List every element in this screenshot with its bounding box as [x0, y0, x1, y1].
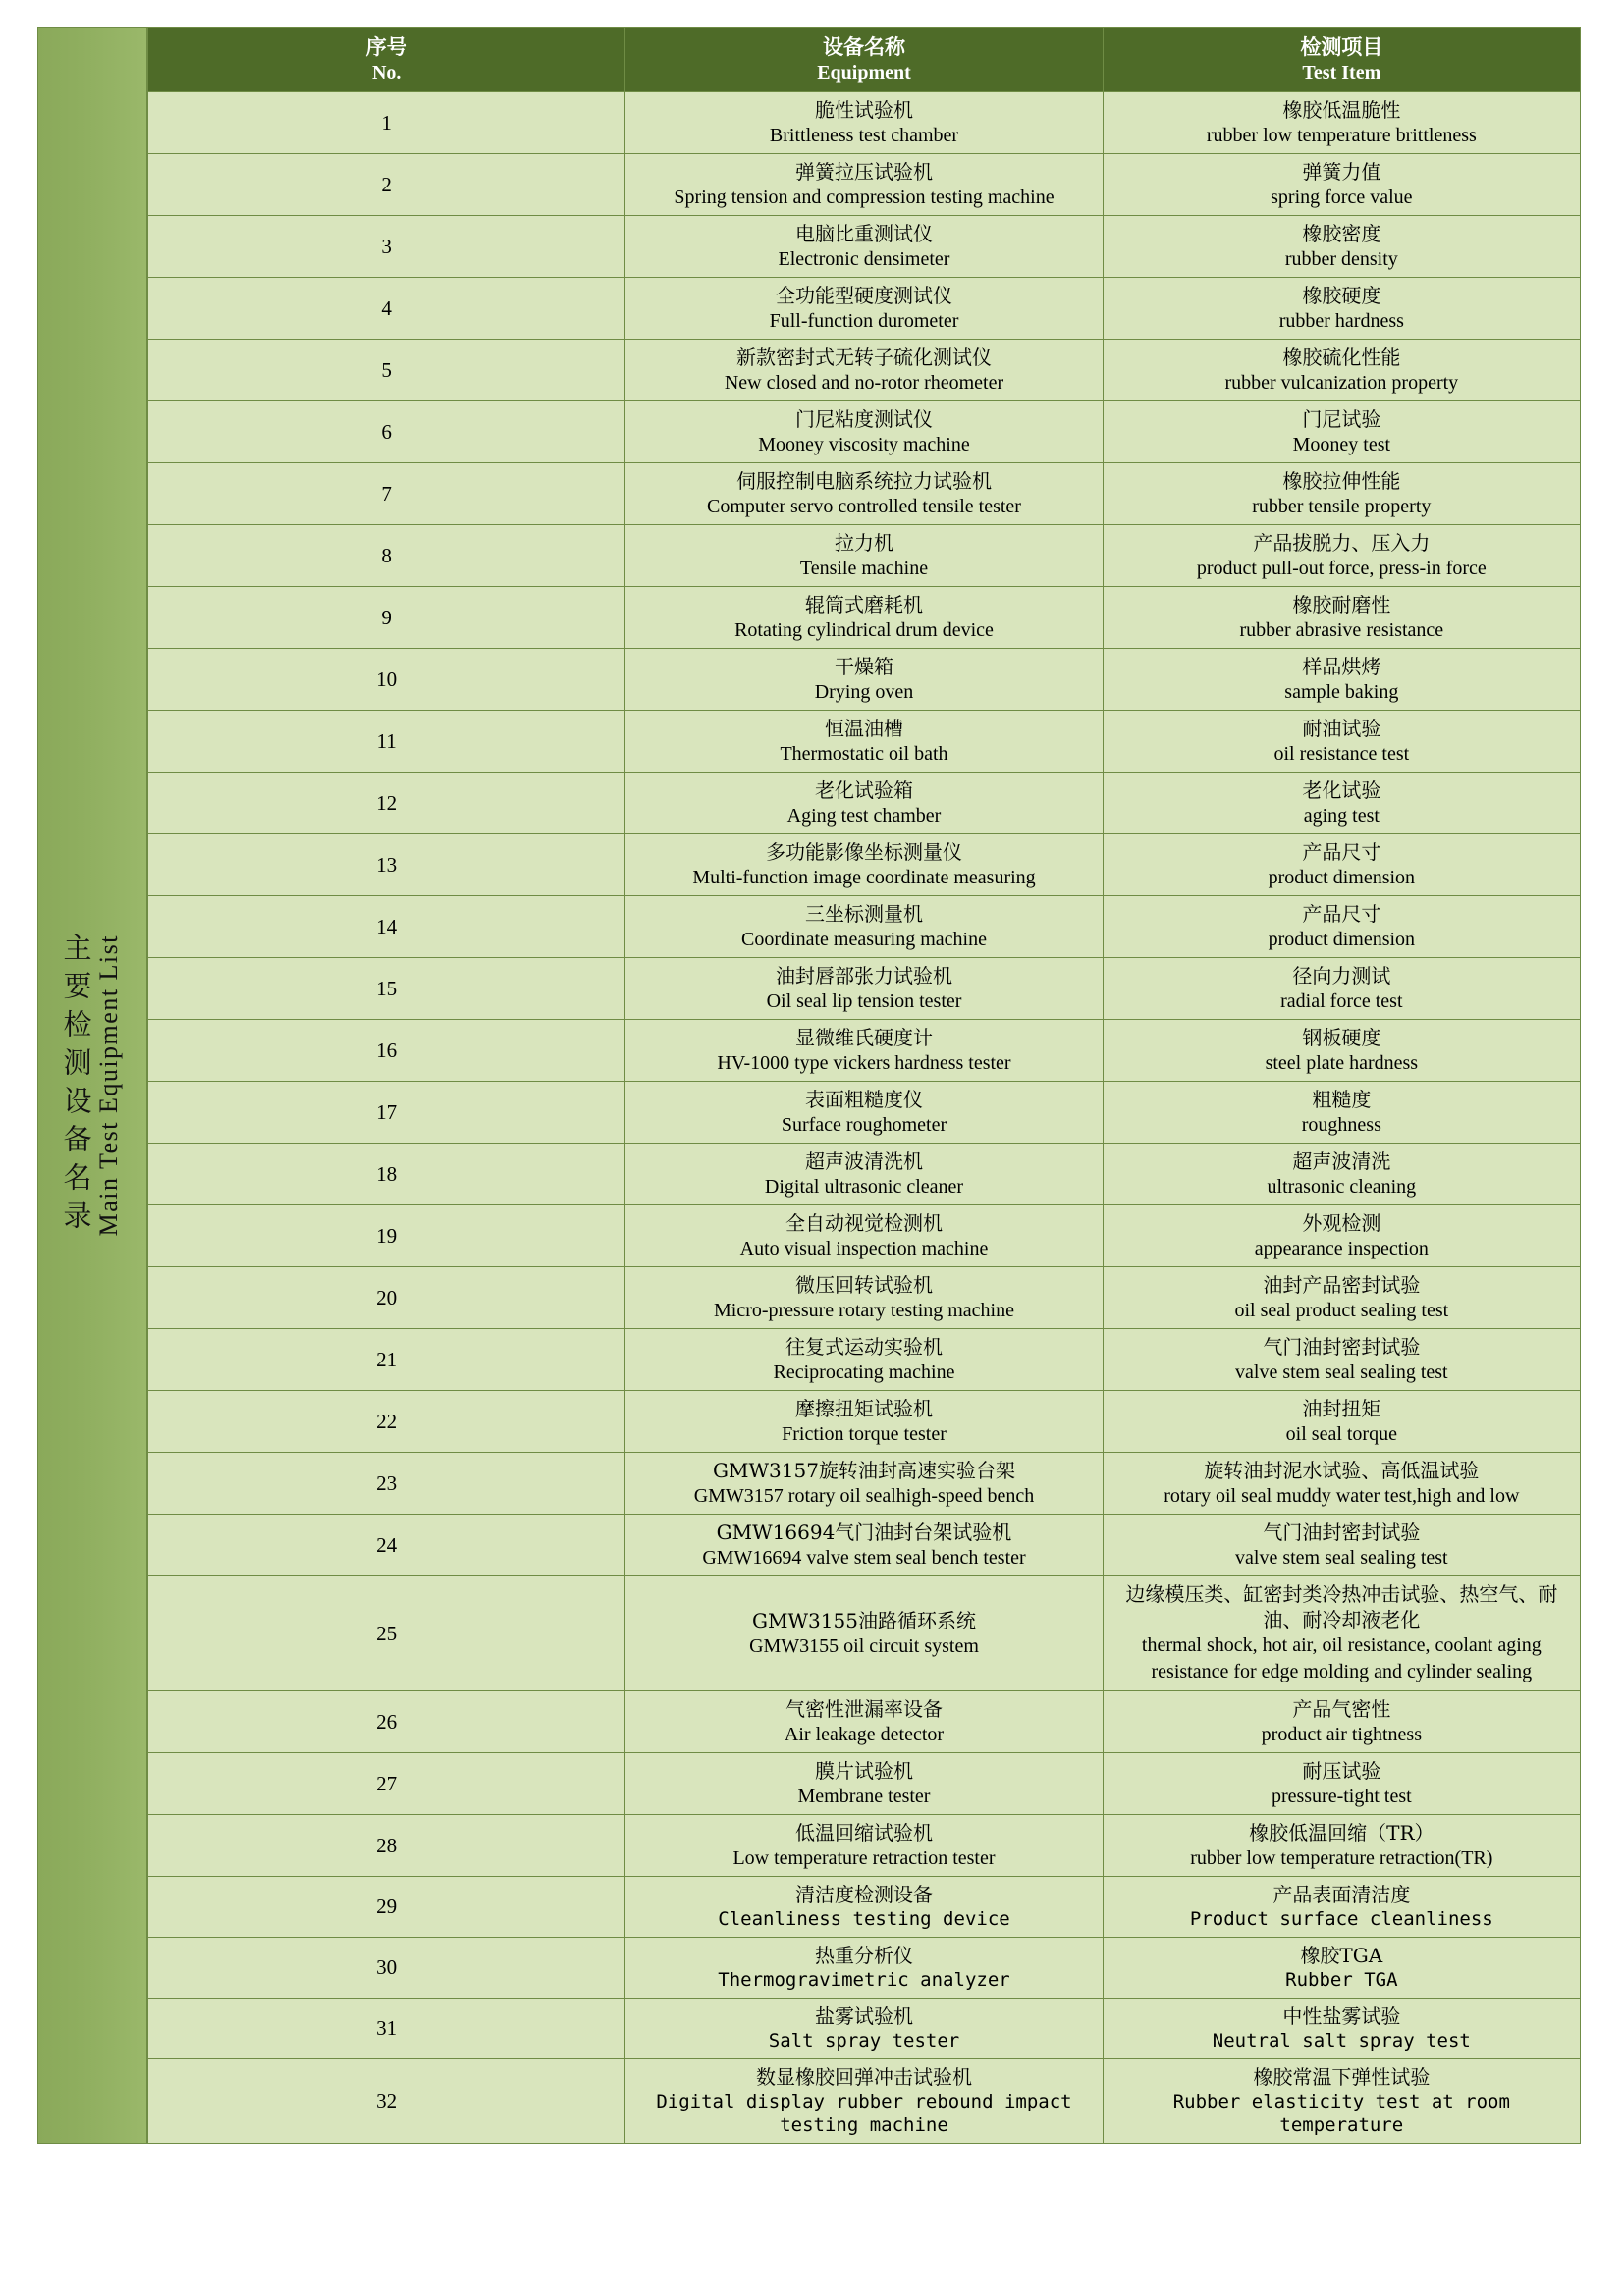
equipment-name-cn: 盐雾试验机 — [814, 2003, 913, 2028]
equipment-name-cn: GMW16694气门油封台架试验机 — [716, 1521, 1012, 1545]
cell-equipment — [625, 154, 1103, 216]
cell-test-item — [1103, 1144, 1580, 1205]
test-item-en: rubber density — [1284, 248, 1398, 271]
cell-equipment — [625, 711, 1103, 773]
cell-no: 8 — [148, 525, 625, 587]
test-item-en: rubber abrasive resistance — [1239, 619, 1444, 642]
test-item-cn: 旋转油封泥水试验、高低温试验 — [1204, 1459, 1480, 1483]
equipment-name-cn: 三坐标测量机 — [804, 902, 923, 927]
equipment-name-en: Tensile machine — [799, 558, 929, 580]
table-row — [148, 1998, 1581, 2058]
cell-no: 18 — [148, 1144, 625, 1205]
test-item-en: thermal shock, hot air, oil resistance, coolant aging resistance for edge molding and cylinder sealing — [1141, 1634, 1542, 1683]
cell-equipment — [625, 1391, 1103, 1453]
test-item-cn: 橡胶耐磨性 — [1292, 593, 1391, 617]
equipment-name-en: Electronic densimeter — [778, 248, 950, 271]
cell-no: 22 — [148, 1391, 625, 1453]
table-row — [148, 1267, 1581, 1329]
cell-test-item — [1103, 587, 1580, 649]
test-item-cn: 产品气密性 — [1292, 1697, 1391, 1722]
table-row — [148, 340, 1581, 401]
test-item-cn: 橡胶常温下弹性试验 — [1253, 2064, 1431, 2089]
test-item-en: Mooney test — [1292, 434, 1391, 456]
equipment-name-cn: 新款密封式无转子硫化测试仪 — [735, 346, 992, 370]
table-row — [148, 958, 1581, 1020]
table-row — [148, 463, 1581, 525]
cell-test-item — [1103, 463, 1580, 525]
test-item-en: product air tightness — [1261, 1724, 1422, 1746]
test-item-cn: 耐压试验 — [1302, 1759, 1381, 1784]
cell-no: 20 — [148, 1267, 625, 1329]
cell-equipment — [625, 401, 1103, 463]
equipment-name-cn: GMW3157旋转油封高速实验台架 — [713, 1459, 1015, 1483]
table-row — [148, 216, 1581, 278]
test-item-en: Neutral salt spray test — [1212, 2029, 1471, 2052]
table-row — [148, 834, 1581, 896]
equipment-name-en: Reciprocating machine — [773, 1362, 955, 1384]
cell-no: 28 — [148, 1815, 625, 1877]
cell-no: 17 — [148, 1082, 625, 1144]
cell-test-item — [1103, 896, 1580, 958]
cell-no: 24 — [148, 1515, 625, 1576]
test-item-en: rubber vulcanization property — [1224, 372, 1459, 395]
cell-equipment — [625, 463, 1103, 525]
equipment-name-en: Multi-function image coordinate measuring — [692, 867, 1036, 889]
equipment-name-en: New closed and no-rotor rheometer — [724, 372, 1004, 395]
test-item-en: product pull-out force, press-in force — [1196, 558, 1487, 580]
table-row — [148, 896, 1581, 958]
equipment-name-en: GMW3155 oil circuit system — [749, 1634, 979, 1657]
test-item-en: product dimension — [1268, 867, 1416, 889]
column-header-equipment-cn: 设备名称 — [822, 34, 905, 59]
equipment-table — [147, 27, 1581, 2144]
equipment-name-cn: 门尼粘度测试仪 — [794, 407, 933, 432]
equipment-name-en: Rotating cylindrical drum device — [734, 619, 994, 642]
test-item-cn: 橡胶低温脆性 — [1282, 98, 1401, 123]
equipment-name-en: Aging test chamber — [786, 805, 942, 828]
table-row — [148, 525, 1581, 587]
test-item-cn: 气门油封密封试验 — [1263, 1521, 1421, 1545]
equipment-name-en: Spring tension and compression testing machine — [674, 187, 1055, 209]
test-item-cn: 超声波清洗 — [1292, 1149, 1391, 1174]
test-item-cn: 油封产品密封试验 — [1263, 1273, 1421, 1298]
table-row — [148, 1329, 1581, 1391]
equipment-name-cn: 恒温油槽 — [824, 717, 903, 741]
test-item-cn: 橡胶密度 — [1302, 222, 1381, 246]
test-item-cn: 径向力测试 — [1292, 964, 1391, 988]
cell-equipment — [625, 1453, 1103, 1515]
test-item-en: rubber hardness — [1278, 310, 1404, 333]
cell-no: 14 — [148, 896, 625, 958]
table-row — [148, 401, 1581, 463]
cell-equipment — [625, 1267, 1103, 1329]
table-row — [148, 154, 1581, 216]
cell-equipment — [625, 1753, 1103, 1815]
cell-no: 5 — [148, 340, 625, 401]
test-item-cn: 气门油封密封试验 — [1263, 1335, 1421, 1360]
table-row — [148, 711, 1581, 773]
equipment-name-cn: 油封唇部张力试验机 — [775, 964, 952, 988]
cell-equipment — [625, 1205, 1103, 1267]
cell-equipment — [625, 1020, 1103, 1082]
equipment-name-cn: 全自动视觉检测机 — [785, 1211, 943, 1236]
table-row — [148, 92, 1581, 154]
cell-test-item — [1103, 525, 1580, 587]
table-row — [148, 1144, 1581, 1205]
test-item-cn: 橡胶硬度 — [1302, 284, 1381, 308]
test-item-cn: 门尼试验 — [1302, 407, 1381, 432]
vertical-title-band — [37, 27, 147, 2144]
table-row — [148, 1082, 1581, 1144]
equipment-name-cn: 热重分析仪 — [814, 1944, 913, 1968]
column-header-equipment — [625, 28, 1103, 92]
test-item-en: spring force value — [1271, 187, 1413, 209]
equipment-name-cn: 清洁度检测设备 — [794, 1883, 933, 1907]
cell-test-item — [1103, 958, 1580, 1020]
equipment-name-cn: 气密性泄漏率设备 — [785, 1697, 943, 1722]
cell-test-item — [1103, 773, 1580, 834]
cell-equipment — [625, 525, 1103, 587]
test-item-cn: 老化试验 — [1302, 778, 1381, 803]
cell-test-item — [1103, 340, 1580, 401]
table-row — [148, 1020, 1581, 1082]
equipment-name-cn: 微压回转试验机 — [794, 1273, 933, 1298]
equipment-name-cn: 干燥箱 — [834, 655, 893, 679]
table-header-row — [148, 28, 1581, 92]
cell-test-item — [1103, 1453, 1580, 1515]
table-row — [148, 1453, 1581, 1515]
cell-test-item — [1103, 1082, 1580, 1144]
equipment-name-en: Membrane tester — [797, 1786, 931, 1808]
cell-test-item — [1103, 1020, 1580, 1082]
cell-equipment — [625, 2058, 1103, 2143]
cell-test-item — [1103, 278, 1580, 340]
equipment-name-en: Thermostatic oil bath — [780, 743, 948, 766]
document-body — [37, 27, 1581, 2144]
cell-no: 10 — [148, 649, 625, 711]
table-head — [148, 28, 1581, 92]
test-item-cn: 橡胶拉伸性能 — [1282, 469, 1401, 494]
cell-test-item — [1103, 2058, 1580, 2143]
cell-test-item — [1103, 1753, 1580, 1815]
table-row — [148, 1938, 1581, 1999]
equipment-name-en: Thermogravimetric analyzer — [718, 1969, 1010, 1992]
cell-equipment — [625, 1877, 1103, 1938]
cell-no: 4 — [148, 278, 625, 340]
column-header-equipment-en: Equipment — [817, 61, 911, 83]
equipment-name-en: Brittleness test chamber — [769, 125, 959, 147]
table-row — [148, 587, 1581, 649]
test-item-cn: 橡胶TGA — [1300, 1944, 1383, 1968]
test-item-en: product dimension — [1268, 929, 1416, 951]
cell-equipment — [625, 1691, 1103, 1753]
cell-equipment — [625, 1815, 1103, 1877]
cell-no: 25 — [148, 1576, 625, 1691]
equipment-name-cn: 老化试验箱 — [814, 778, 913, 803]
equipment-name-cn: GMW3155油路循环系统 — [752, 1608, 976, 1632]
cell-no: 19 — [148, 1205, 625, 1267]
cell-test-item — [1103, 1815, 1580, 1877]
column-header-test-item-cn: 检测项目 — [1300, 34, 1383, 59]
table-row — [148, 1815, 1581, 1877]
equipment-name-cn: 低温回缩试验机 — [794, 1821, 933, 1845]
equipment-name-en: Full-function durometer — [769, 310, 959, 333]
test-item-en: Rubber TGA — [1285, 1969, 1398, 1992]
equipment-name-cn: 膜片试验机 — [814, 1759, 913, 1784]
equipment-name-cn: 超声波清洗机 — [804, 1149, 923, 1174]
equipment-name-en: Salt spray tester — [768, 2029, 960, 2052]
cell-no: 3 — [148, 216, 625, 278]
test-item-en: appearance inspection — [1254, 1238, 1429, 1260]
table-row — [148, 1515, 1581, 1576]
vertical-title-en: Main Test Equipment List — [93, 934, 123, 1237]
equipment-name-en: Computer servo controlled tensile tester — [707, 496, 1021, 518]
equipment-name-cn: 多功能影像坐标测量仪 — [765, 840, 962, 865]
cell-equipment — [625, 340, 1103, 401]
test-item-en: rubber low temperature brittleness — [1206, 125, 1477, 147]
column-header-no-en: No. — [371, 61, 402, 83]
cell-equipment — [625, 216, 1103, 278]
cell-test-item — [1103, 1877, 1580, 1938]
equipment-name-en: Surface roughometer — [781, 1114, 947, 1137]
test-item-en: Rubber elasticity test at room temperature — [1172, 2090, 1510, 2137]
test-item-en: aging test — [1303, 805, 1380, 828]
equipment-name-en: GMW3157 rotary oil sealhigh-speed bench — [693, 1485, 1035, 1508]
cell-no: 7 — [148, 463, 625, 525]
test-item-en: oil seal torque — [1285, 1423, 1397, 1446]
test-item-en: rubber low temperature retraction(TR) — [1190, 1847, 1493, 1870]
equipment-name-en: Digital ultrasonic cleaner — [764, 1176, 964, 1199]
equipment-name-en: Auto visual inspection machine — [739, 1238, 989, 1260]
test-item-en: roughness — [1301, 1114, 1381, 1137]
cell-test-item — [1103, 216, 1580, 278]
table-row — [148, 773, 1581, 834]
cell-test-item — [1103, 1938, 1580, 1999]
cell-equipment — [625, 1144, 1103, 1205]
test-item-cn: 粗糙度 — [1312, 1088, 1372, 1112]
test-item-en: valve stem seal sealing test — [1235, 1362, 1448, 1384]
cell-test-item — [1103, 1205, 1580, 1267]
cell-equipment — [625, 1576, 1103, 1691]
test-item-en: radial force test — [1280, 990, 1403, 1013]
table-row — [148, 1205, 1581, 1267]
equipment-name-en: Cleanliness testing device — [718, 1908, 1010, 1931]
cell-no: 31 — [148, 1998, 625, 2058]
table-body — [148, 92, 1581, 2143]
cell-no: 29 — [148, 1877, 625, 1938]
column-header-no-cn: 序号 — [365, 34, 407, 59]
cell-test-item — [1103, 92, 1580, 154]
equipment-name-cn: 脆性试验机 — [814, 98, 913, 123]
table-row — [148, 278, 1581, 340]
test-item-en: valve stem seal sealing test — [1235, 1547, 1448, 1570]
equipment-name-cn: 伺服控制电脑系统拉力试验机 — [735, 469, 992, 494]
cell-no: 23 — [148, 1453, 625, 1515]
test-item-cn: 钢板硬度 — [1302, 1026, 1381, 1050]
column-header-test-item-en: Test Item — [1302, 61, 1381, 83]
test-item-en: oil seal product sealing test — [1234, 1300, 1449, 1322]
equipment-name-en: Micro-pressure rotary testing machine — [713, 1300, 1014, 1322]
cell-no: 9 — [148, 587, 625, 649]
table-row — [148, 1576, 1581, 1691]
test-item-cn: 产品拔脱力、压入力 — [1253, 531, 1431, 556]
cell-no: 12 — [148, 773, 625, 834]
cell-no: 26 — [148, 1691, 625, 1753]
cell-equipment — [625, 278, 1103, 340]
table-row — [148, 1391, 1581, 1453]
cell-equipment — [625, 649, 1103, 711]
test-item-en: ultrasonic cleaning — [1267, 1176, 1417, 1199]
cell-test-item — [1103, 1576, 1580, 1691]
cell-test-item — [1103, 401, 1580, 463]
cell-test-item — [1103, 1391, 1580, 1453]
test-item-en: Product surface cleanliness — [1189, 1908, 1493, 1931]
cell-no: 21 — [148, 1329, 625, 1391]
cell-equipment — [625, 1938, 1103, 1999]
cell-equipment — [625, 1515, 1103, 1576]
equipment-name-cn: 全功能型硬度测试仪 — [775, 284, 952, 308]
equipment-name-cn: 表面粗糙度仪 — [804, 1088, 923, 1112]
cell-equipment — [625, 92, 1103, 154]
equipment-name-en: Digital display rubber rebound impact testing machine — [656, 2090, 1072, 2137]
cell-equipment — [625, 1998, 1103, 2058]
cell-test-item — [1103, 834, 1580, 896]
table-row — [148, 2058, 1581, 2143]
cell-no: 6 — [148, 401, 625, 463]
equipment-name-en: Coordinate measuring machine — [741, 929, 987, 951]
cell-equipment — [625, 1329, 1103, 1391]
test-item-en: sample baking — [1284, 681, 1399, 704]
test-item-en: rubber tensile property — [1252, 496, 1432, 518]
cell-test-item — [1103, 1329, 1580, 1391]
equipment-name-cn: 显微维氏硬度计 — [794, 1026, 933, 1050]
test-item-cn: 橡胶硫化性能 — [1282, 346, 1401, 370]
cell-test-item — [1103, 649, 1580, 711]
equipment-name-en: Friction torque tester — [782, 1423, 947, 1446]
test-item-cn: 产品尺寸 — [1302, 840, 1381, 865]
column-header-test-item — [1103, 28, 1580, 92]
cell-no: 2 — [148, 154, 625, 216]
equipment-name-en: GMW16694 valve stem seal bench tester — [702, 1547, 1026, 1570]
test-item-en: oil resistance test — [1273, 743, 1410, 766]
cell-no: 11 — [148, 711, 625, 773]
cell-test-item — [1103, 711, 1580, 773]
equipment-name-cn: 往复式运动实验机 — [785, 1335, 943, 1360]
cell-test-item — [1103, 1267, 1580, 1329]
test-item-cn: 中性盐雾试验 — [1282, 2003, 1401, 2028]
cell-no: 16 — [148, 1020, 625, 1082]
cell-equipment — [625, 834, 1103, 896]
cell-equipment — [625, 1082, 1103, 1144]
cell-no: 30 — [148, 1938, 625, 1999]
table-row — [148, 1691, 1581, 1753]
test-item-cn: 油封扭矩 — [1302, 1397, 1381, 1421]
column-header-no — [148, 28, 625, 92]
cell-no: 32 — [148, 2058, 625, 2143]
equipment-name-cn: 电脑比重测试仪 — [794, 222, 933, 246]
equipment-name-cn: 拉力机 — [834, 531, 893, 556]
test-item-cn: 橡胶低温回缩（TR） — [1249, 1821, 1435, 1845]
cell-no: 13 — [148, 834, 625, 896]
cell-test-item — [1103, 1515, 1580, 1576]
cell-no: 15 — [148, 958, 625, 1020]
equipment-name-cn: 数显橡胶回弹冲击试验机 — [755, 2064, 972, 2089]
equipment-name-en: Oil seal lip tension tester — [766, 990, 962, 1013]
equipment-name-cn: 弹簧拉压试验机 — [794, 160, 933, 185]
table-row — [148, 1877, 1581, 1938]
cell-equipment — [625, 587, 1103, 649]
test-item-cn: 样品烘烤 — [1302, 655, 1381, 679]
table-row — [148, 1753, 1581, 1815]
cell-equipment — [625, 958, 1103, 1020]
equipment-name-en: Low temperature retraction tester — [732, 1847, 996, 1870]
cell-test-item — [1103, 1691, 1580, 1753]
test-item-cn: 产品尺寸 — [1302, 902, 1381, 927]
test-item-cn: 耐油试验 — [1302, 717, 1381, 741]
test-item-cn: 弹簧力值 — [1302, 160, 1381, 185]
cell-test-item — [1103, 154, 1580, 216]
vertical-title-cn: 主要检测设备名录 — [59, 932, 93, 1239]
cell-equipment — [625, 896, 1103, 958]
test-item-en: rotary oil seal muddy water test,high and low — [1164, 1485, 1520, 1508]
test-item-en: pressure-tight test — [1271, 1786, 1412, 1808]
test-item-en: steel plate hardness — [1265, 1052, 1419, 1075]
test-item-cn: 边缘模压类、缸密封类冷热冲击试验、热空气、耐油、耐冷却液老化 — [1125, 1582, 1558, 1632]
equipment-name-cn: 辊筒式磨耗机 — [804, 593, 923, 617]
cell-test-item — [1103, 1998, 1580, 2058]
test-item-cn: 外观检测 — [1302, 1211, 1381, 1236]
equipment-name-en: Mooney viscosity machine — [758, 434, 970, 456]
equipment-name-en: HV-1000 type vickers hardness tester — [717, 1052, 1011, 1075]
cell-equipment — [625, 773, 1103, 834]
cell-no: 27 — [148, 1753, 625, 1815]
equipment-name-en: Drying oven — [814, 681, 914, 704]
equipment-name-cn: 摩擦扭矩试验机 — [794, 1397, 933, 1421]
equipment-name-en: Air leakage detector — [784, 1724, 945, 1746]
cell-no: 1 — [148, 92, 625, 154]
table-row — [148, 649, 1581, 711]
test-item-cn: 产品表面清洁度 — [1272, 1883, 1411, 1907]
